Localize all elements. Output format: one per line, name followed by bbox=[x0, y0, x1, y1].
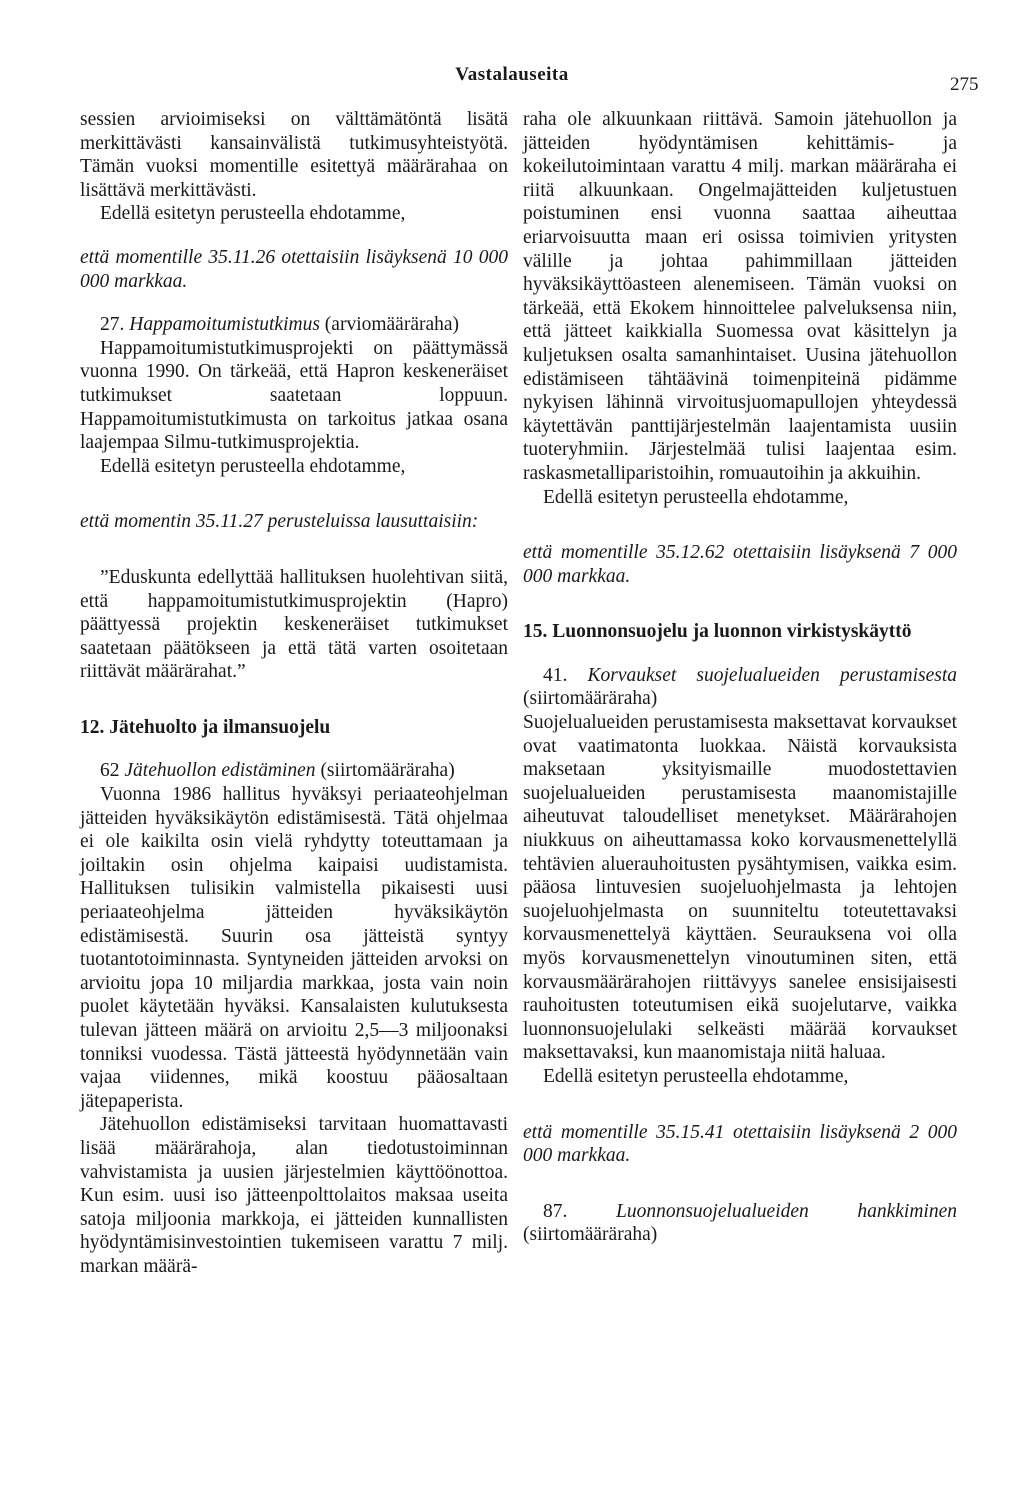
proposal-statement: että momentille 35.15.41 otettaisiin lisäyksenä 2 000 000 markkaa. bbox=[523, 1121, 957, 1167]
item-87-heading bbox=[523, 1200, 957, 1247]
proposal-lead: Edellä esitetyn perusteella ehdotamme, bbox=[100, 455, 406, 477]
item-qualifier: (siirtomääräraha) bbox=[320, 760, 455, 782]
item-62-paragraph: Vuonna 1986 hallitus hyväksyi periaateohjelman jätteiden hyväksikäytön edistämisestä. Tätä ohjelmaa ei ole kaikilta osin vielä ryhdytty toteuttamaan ja joiltakin osin ohjelma kaipaisi uudistamista. Hallituksen tulisikin valmistella pikaisesti uusi periaateohjelma jätteiden hyväksikäytön edistämisestä. Suurin osa jätteistä syntyy tuotantotoiminnasta. Syntyneiden jätteiden arvoksi on arvioitu jopa 10 miljardia markkaa, josta vain noin puolet käytetään hyväksi. Kansalaisten kulutuksesta tulevan jätteen määrä on arvioitu 2,5—3 miljoonaksi tonniksi vuodessa. Tästä jätteestä hyödynnetään vain vajaa viidennes, mikä koostuu pääosaltaan jätepaperista. bbox=[80, 784, 508, 1112]
right-column bbox=[523, 108, 957, 1247]
page-number: 275 bbox=[950, 74, 979, 95]
item-41-paragraph: Suojelualueiden perustamisesta maksettavat korvaukset ovat vaatimatonta luokkaa. Näistä korvauksista maksetaan yksityismaille muodostettavien suojelualueiden perustamisesta maanomistajille aiheutuvat taloudelliset menetykset. Määrärahojen niukkuus on aiheuttamassa koko korvausmenettelyllä tehtävien aluerauhoitusten pysähtymisen, vaikka esim. pääosa lintuvesien suojeluohjelmasta ja lehtojen suojeluohjelmasta on suunniteltu toteutettavaksi korvausmenettelyä käyttäen. Seurauksena voi olla myös korvausmenettelyn vinoutuminen siten, että korvausmäärärahojen riittävyys sanelee ensisijaisesti rauhoitusten toteutumisen eikä suojelutarve, vaikka luonnonsuojelulaki selkeästi määrää korvaukset maksettavaksi, kun maanomistaja niitä haluaa. bbox=[523, 712, 957, 1064]
item-number: 87. bbox=[543, 1200, 568, 1222]
intro-paragraph: sessien arvioimiseksi on välttämätöntä lisätä merkittävästi kansainvälistä tutkimusyhteistyötä. Tämän vuoksi momentille esitettyä määrärahaa on lisättävä merkittävästi. bbox=[80, 109, 508, 201]
proposal-lead: Edellä esitetyn perusteella ehdotamme, bbox=[543, 486, 849, 508]
item-name: Luonnonsuojelualueiden hankkiminen bbox=[615, 1200, 958, 1222]
item-qualifier: (siirtomääräraha) bbox=[523, 1224, 658, 1246]
item-number: 62 bbox=[100, 760, 120, 782]
item-62-continuation: raha ole alkuunkaan riittävä. Samoin jätehuollon ja jätteiden hyödyntämisen kehittämis- ja kokeilutoimintaan varattu 4 milj. markan määräraha ei riitä alkuunkaan. Ongelmajätteiden kuljetustuen poistuminen ensi vuonna saattaa aiheuttaa eriarvoisuutta maan eri osissa toimivien yritysten välille ja johtaa pahimmillaan jätteiden hyväksikäyttöasteen alenemiseen. Tämän vuoksi on tärkeää, että Ekokem hinnoittelee palveluksensa niin, että jätteet kaikkialla Suomessa ovat käsittelyn ja kuljetuksen osalta samanhintaiset. Uusina jätehuollon edistämiseen tähtäävinä toimenpiteinä pidämme nykyisen lähinnä virvoitusjuomapullojen yhteydessä käytettävän panttijärjestelmän laajentamista uusiin tuoteryhmiin. Järjestelmää tulisi laajentaa esim. raskasmetalliparistoihin, romuautoihin ja akkuihin. bbox=[523, 109, 957, 484]
item-name: Korvaukset suojelualueiden perustamisesta bbox=[587, 664, 957, 686]
item-62-paragraph-2: Jätehuollon edistämiseksi tarvitaan huomattavasti lisää määrärahoja, alan tiedotustoiminnan vahvistamista ja uusien järjestelmien käyttöönottoa. Kun esim. uusi iso jätteenpolttolaitos maksaa useita satoja miljoonia markkoja, ei jätteiden kunnallisten hyödyntämisinvestointien tukemiseen varattu 7 milj. markan määrä- bbox=[80, 1114, 508, 1277]
quoted-statement: ”Eduskunta edellyttää hallituksen huolehtivan siitä, että happamoitumistutkimusprojektin (Hapro) päättyessä projektin keskeneräiset tutkimukset saatetaan päätökseen ja että tätä varten osoitetaan riittävät määrärahat.” bbox=[80, 566, 508, 683]
item-27-paragraph: Happamoitumistutkimusprojekti on päättymässä vuonna 1990. On tärkeää, että Hapron keskeneräiset tutkimukset saatetaan loppuun. Happamoitumistutkimusta on tarkoitus jatkaa osana laajempaa Silmu-tutkimusprojektia. bbox=[80, 337, 508, 454]
item-name: Happamoitumistutkimus bbox=[129, 314, 320, 336]
proposal-lead: Edellä esitetyn perusteella ehdotamme, bbox=[543, 1065, 849, 1087]
item-41-heading bbox=[523, 664, 957, 711]
item-62-heading bbox=[80, 759, 508, 783]
proposal-lead: Edellä esitetyn perusteella ehdotamme, bbox=[100, 203, 406, 225]
proposal-statement: että momentille 35.11.26 otettaisiin lisäyksenä 10 000 000 markkaa. bbox=[80, 246, 508, 292]
section-heading: 15. Luonnonsuojelu ja luonnon virkistyskäyttö bbox=[523, 621, 912, 643]
item-qualifier: (siirtomääräraha) bbox=[523, 688, 658, 710]
item-27-heading bbox=[80, 313, 508, 337]
proposal-statement: että momentin 35.11.27 perusteluissa lausuttaisiin: bbox=[80, 511, 479, 533]
item-name: Jätehuollon edistäminen bbox=[124, 760, 316, 782]
page-title: Vastalauseita bbox=[455, 64, 569, 85]
left-column bbox=[80, 108, 508, 1279]
item-qualifier: (arviomääräraha) bbox=[324, 314, 460, 336]
item-number: 27. bbox=[100, 314, 125, 336]
item-number: 41. bbox=[543, 664, 568, 686]
proposal-statement: että momentille 35.12.62 otettaisiin lisäyksenä 7 000 000 markkaa. bbox=[523, 542, 957, 587]
section-heading: 12. Jätehuolto ja ilmansuojelu bbox=[80, 716, 331, 738]
